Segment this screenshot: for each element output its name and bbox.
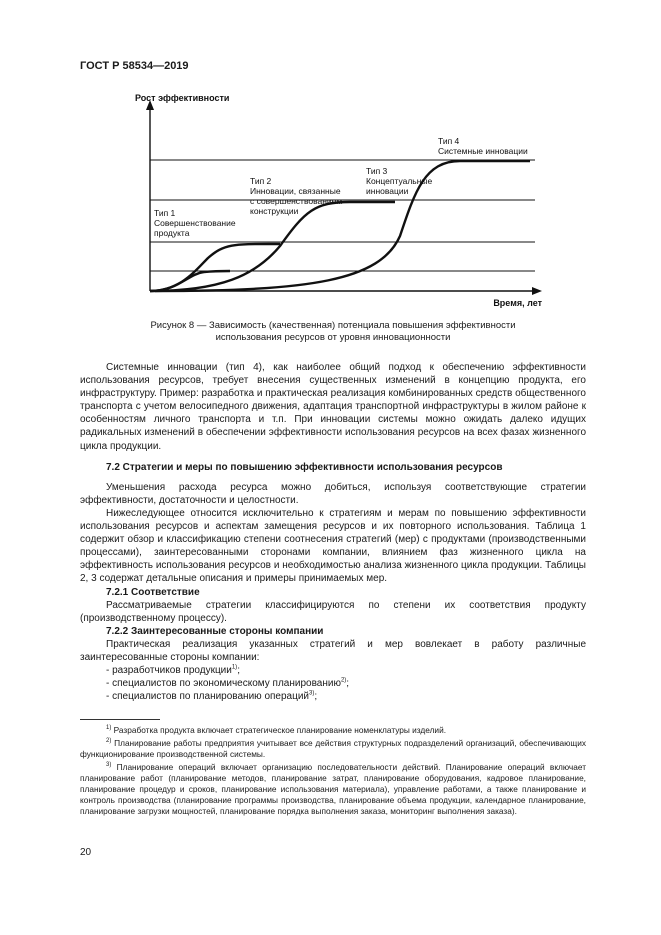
section-heading-7-2: 7.2 Стратегии и меры по повышению эффективности использования ресурсов <box>106 461 503 473</box>
figure-caption <box>80 320 586 344</box>
list-item: - специалистов по планированию операций$^{3)}$; <box>106 690 318 703</box>
section-heading-7-2-1: 7.2.1 Соответствие <box>106 586 200 598</box>
type-1-label: Тип 1 Совершенствование продукта <box>154 208 236 238</box>
section-heading-7-2-2: 7.2.2 Заинтересованные стороны компании <box>106 625 324 637</box>
y-axis-label: Рост эффективности <box>135 93 230 103</box>
innovation-s-curve-figure <box>80 86 560 316</box>
footnote-3: $^{3)}$ Планирование операций включает организацию последовательности действий. Планирование операций включает планирование работ (планирование методов, планирование затрат, планирование оборудования, кадровое планирование, планирование процедур и сроков, планирование использования материала), управление работами, а также планирование и контроль производства (планирование программы производства, планирование объема продукции, календарное планирование, планирование загрузки мощностей, планирование порядка выполнения заказа, мониторинг выполнения заказа). <box>80 762 586 816</box>
footnote-1: $^{1)}$ Разработка продукта включает стратегическое планирование номенклатуры изделий. <box>106 725 447 735</box>
paragraph-tables-overview: Нижеследующее относится исключительно к стратегиям и мерам по повышению эффективности использования ресурсов и аспектам замещения ресурсов и их повторного использования. Таблица 1 содержит обзор и классификацию степени соотнесения стратегий (мер) с продуктами (производственными процессами), заинтересованными сторонами компании, влиянием фаз жизненного цикла на эффективность использования ресурсов и необходимостью анализа жизненного цикла продукции. Таблицы 2, 3 содержат детальные описания и примеры принимаемых мер. <box>80 507 586 585</box>
type-4-label: Тип 4 Системные инновации <box>438 136 528 156</box>
paragraph-conformity: Рассматриваемые стратегии классифицируются по степени их соответствия продукту (производственному процессу). <box>80 599 586 624</box>
list-item: - специалистов по экономическому планированию$^{2)}$; <box>106 677 350 690</box>
list-item: - разработчиков продукции$^{1)}$; <box>106 664 240 677</box>
x-axis-label: Время, лет <box>493 298 542 308</box>
type-2-label: Тип 2 Инновации, связанные с совершенствованием конструкции <box>250 176 343 216</box>
page-number: 20 <box>80 847 92 858</box>
caption-line-1: Рисунок 8 — Зависимость (качественная) потенциала повышения эффективности <box>150 320 516 331</box>
x-axis-arrow <box>532 287 542 295</box>
type-3-label: Тип 3 Концептуальные инновации <box>366 166 433 196</box>
body-section <box>80 361 586 703</box>
paragraph-system-innovations: Системные инновации (тип 4), как наиболее общий подход к обеспечению эффективности использования ресурсов, требует внесения существенных изменений в концепцию продукта, его инфраструктуру. Пример: разработка и практическая реализация комбинированных средств общественного транспорта с учетом велосипедного движения, адаптация транспортной инфраструктуры в жилом районе к особенностям личного транспорта и т.п. При инновации системы можно ожидать далеко идущих радикальных изменений в обеспечении эффективности использования ресурсов на всех фазах жизненного цикла продукции. <box>80 362 586 452</box>
footnote-2: $^{2)}$ Планирование работы предприятия учитывает все действия структурных подразделений организаций, обеспечивающих функционирование производственной системы. <box>80 738 586 759</box>
footnotes <box>80 725 586 819</box>
paragraph-strategies: Уменьшения расхода ресурса можно добиться, используя соответствующие стратегии эффективности, достаточности и целостности. <box>80 481 586 506</box>
paragraph-stakeholders: Практическая реализация указанных стратегий и мер вовлекает в работу различные заинтересованные стороны компании: <box>80 638 586 663</box>
footnote-separator <box>80 719 160 720</box>
document-header: ГОСТ Р 58534—2019 <box>80 60 189 72</box>
caption-line-2: использования ресурсов от уровня инновационности <box>215 332 451 343</box>
